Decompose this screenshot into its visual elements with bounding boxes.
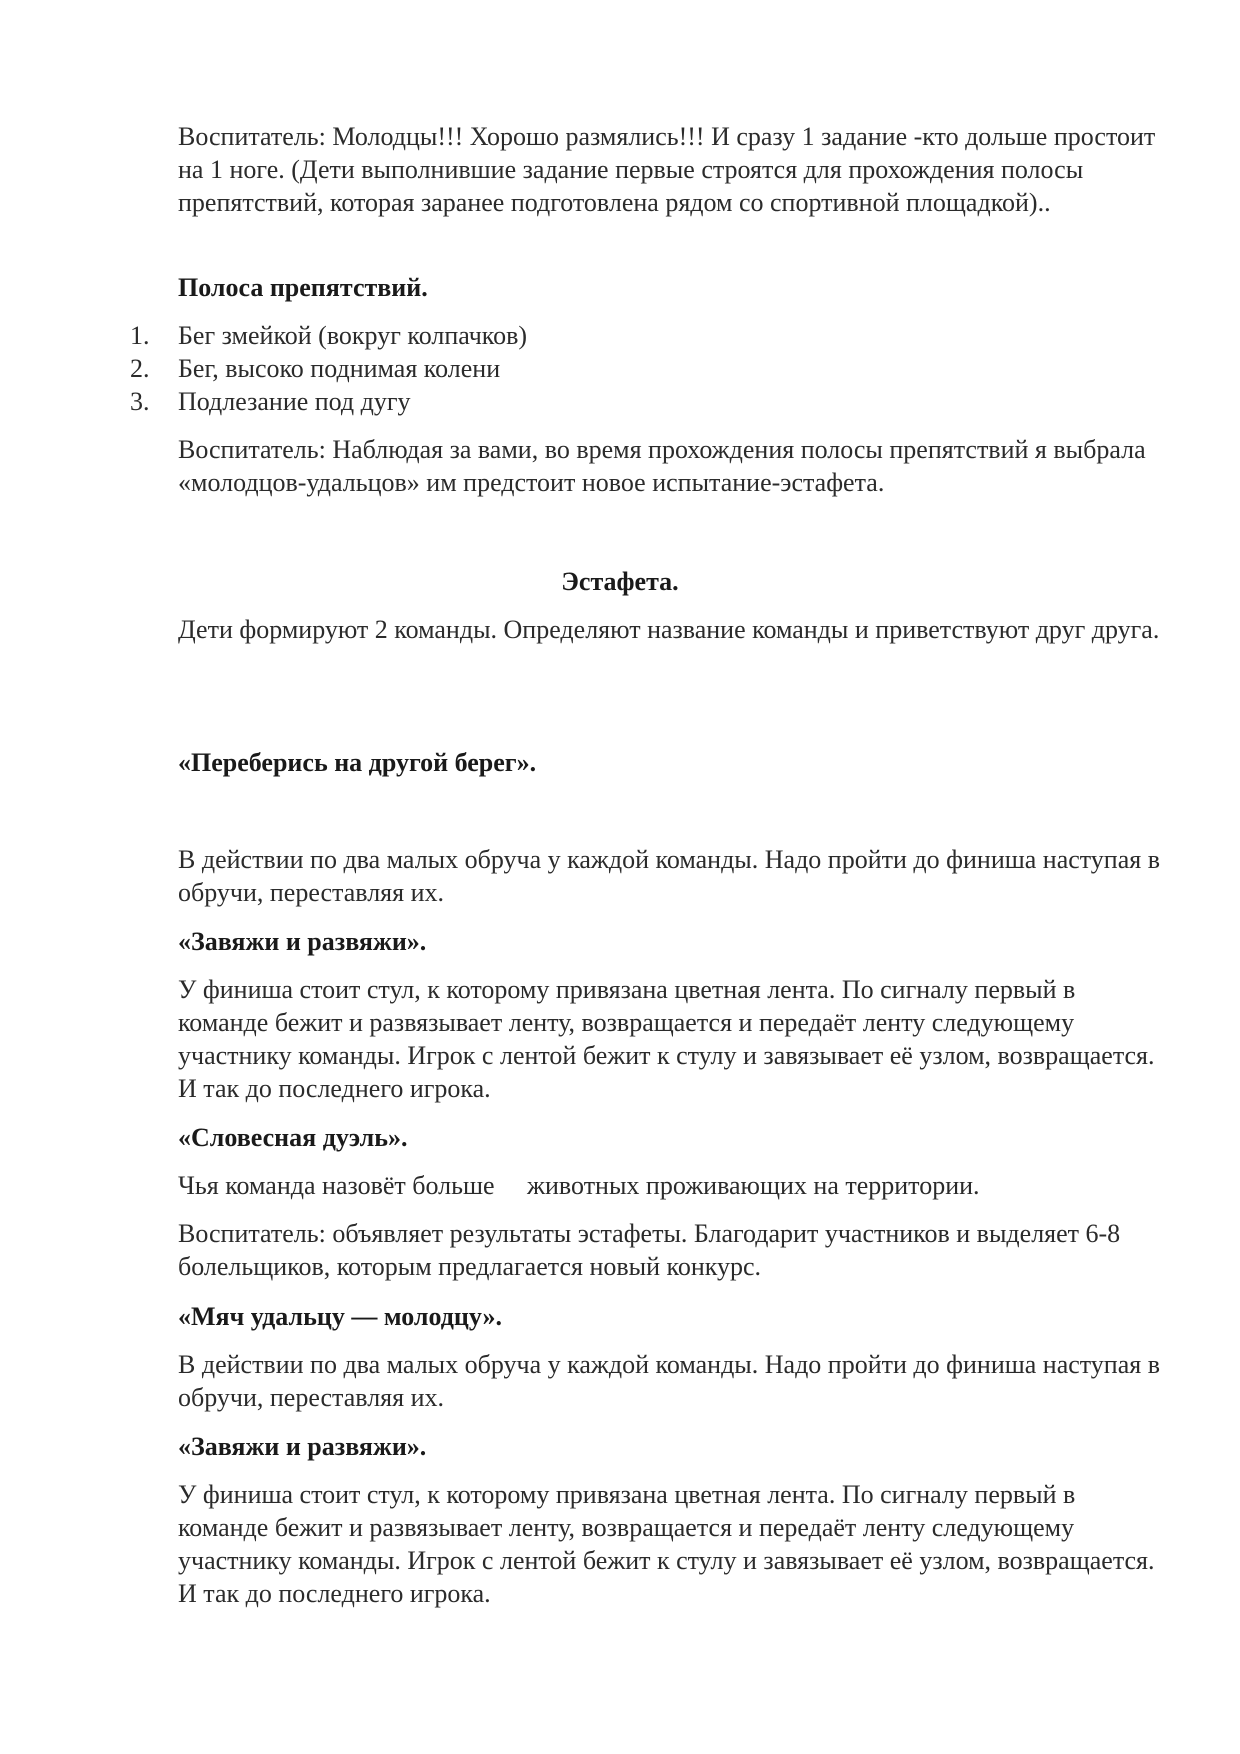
game-description: В действии по два малых обруча у каждой команды. Надо пройти до финиша наступая в обручи, переставляя их. (178, 1350, 1160, 1412)
game-title: «Завяжи и развяжи». (178, 1432, 427, 1461)
teacher-results-paragraph: Воспитатель: объявляет результаты эстафеты. Благодарит участников и выделяет 6-8 болельщиков, которым предлагается новый конкурс. (178, 1219, 1121, 1281)
list-text: Бег змейкой (вокруг колпачков) (178, 321, 528, 350)
list-number: 1. (130, 321, 150, 350)
relay-intro-paragraph: Дети формируют 2 команды. Определяют название команды и приветствуют друг друга. (178, 615, 1160, 644)
game-title: «Завяжи и развяжи». (178, 927, 427, 956)
game-title: «Словесная дуэль». (178, 1123, 408, 1152)
intro-paragraph: Воспитатель: Молодцы!!! Хорошо размялись!!! И сразу 1 задание -кто дольше простоит на 1 ноге. (Дети выполнившие задание первые строятся для прохождения полосы препятствий, которая заранее подготовлена рядом со спортивной площадкой).. (178, 122, 1156, 217)
list-item (130, 385, 411, 418)
list-text: Подлезание под дугу (178, 387, 411, 416)
relay-heading: Эстафета. (561, 567, 679, 596)
game-title: «Переберись на другой берег». (178, 748, 537, 777)
game-description: Чья команда назовёт больше животных проживающих на территории. (178, 1171, 980, 1200)
game-description: В действии по два малых обруча у каждой команды. Надо пройти до финиша наступая в обручи, переставляя их. (178, 845, 1160, 907)
teacher-paragraph: Воспитатель: Наблюдая за вами, во время прохождения полосы препятствий я выбрала «молодцов-удальцов» им предстоит новое испытание-эстафета. (178, 435, 1146, 497)
game-description: У финиша стоит стул, к которому привязана цветная лента. По сигналу первый в команде бежит и развязывает ленту, возвращается и передаёт ленту следующему участнику команды. Игрок с лентой бежит к стулу и завязывает её узлом, возвращается. И так до последнего игрока. (178, 1480, 1155, 1608)
list-number: 3. (130, 387, 150, 416)
game-description: У финиша стоит стул, к которому привязана цветная лента. По сигналу первый в команде бежит и развязывает ленту, возвращается и передаёт ленту следующему участнику команды. Игрок с лентой бежит к стулу и завязывает её узлом, возвращается. И так до последнего игрока. (178, 975, 1155, 1103)
list-text: Бег, высоко поднимая колени (178, 354, 501, 383)
list-item (130, 352, 500, 385)
obstacle-heading: Полоса препятствий. (178, 273, 428, 302)
list-item (130, 319, 527, 352)
list-number: 2. (130, 354, 150, 383)
game-title: «Мяч удальцу — молодцу». (178, 1302, 502, 1331)
